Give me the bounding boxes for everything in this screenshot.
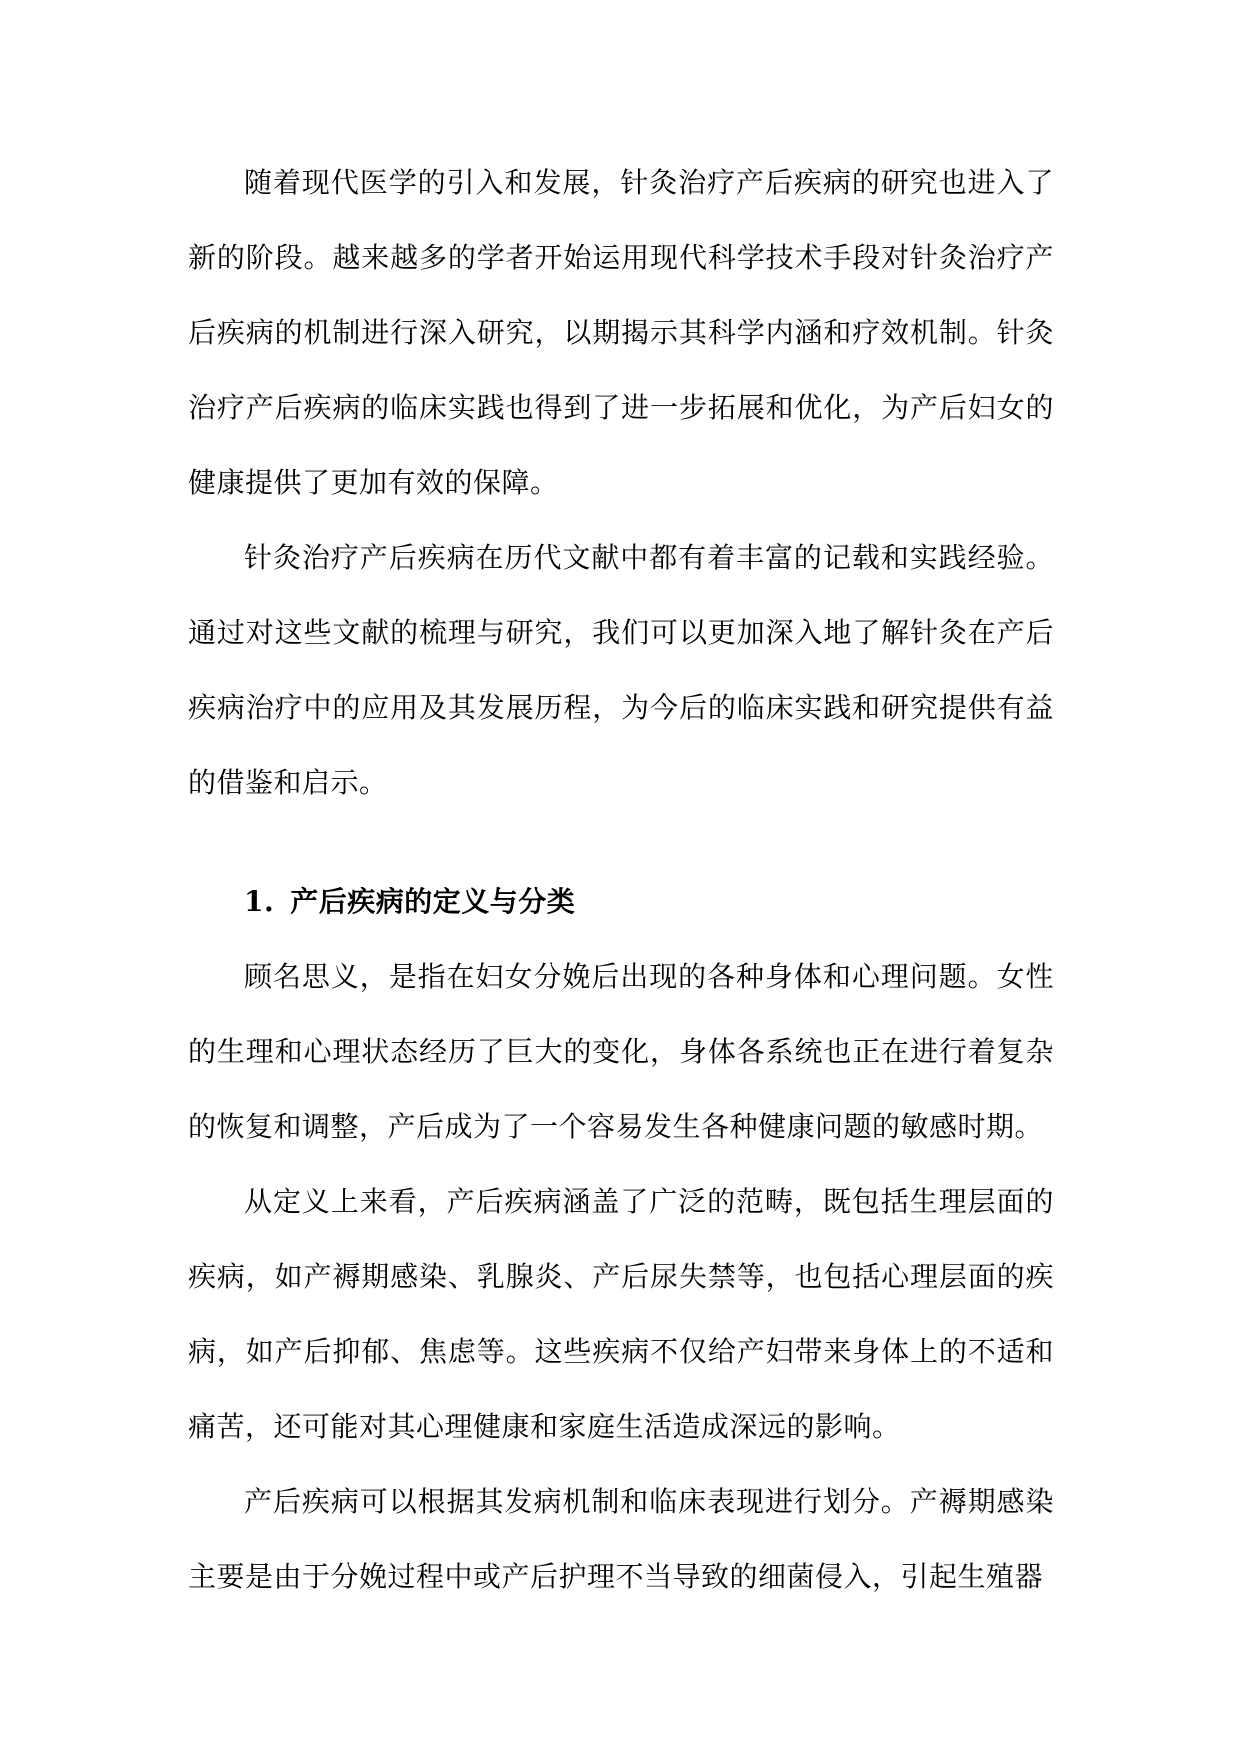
section-number: 1. <box>244 885 275 918</box>
document-body <box>188 145 1054 1614</box>
section-title: 产后疾病的定义与分类 <box>290 885 576 918</box>
paragraph-scope: 从定义上来看，产后疾病涵盖了广泛的范畴，既包括生理层面的疾病，如产褥期感染、乳腺炎、产后尿失禁等，也包括心理层面的疾病，如产后抑郁、焦虑等。这些疾病不仅给产妇带来身体上的不适和痛苦，还可能对其心理健康和家庭生活造成深远的影响。 <box>188 1185 1054 1443</box>
paragraph-modern-research: 随着现代医学的引入和发展，针灸治疗产后疾病的研究也进入了新的阶段。越来越多的学者开始运用现代科学技术手段对针灸治疗产后疾病的机制进行深入研究，以期揭示其科学内涵和疗效机制。针灸治疗产后疾病的临床实践也得到了进一步拓展和优化，为产后妇女的健康提供了更加有效的保障。 <box>188 166 1054 499</box>
paragraph-classification: 产后疾病可以根据其发病机制和临床表现进行划分。产褥期感染主要是由于分娩过程中或产后护理不当导致的细菌侵入，引起生殖器 <box>188 1485 1054 1593</box>
section-heading <box>188 864 1054 939</box>
paragraph-historical-literature: 针灸治疗产后疾病在历代文献中都有着丰富的记载和实践经验。通过对这些文献的梳理与研究，我们可以更加深入地了解针灸在产后疾病治疗中的应用及其发展历程，为今后的临床实践和研究提供有益的借鉴和启示。 <box>188 541 1054 799</box>
paragraph-definition: 顾名思义，是指在妇女分娩后出现的各种身体和心理问题。女性的生理和心理状态经历了巨大的变化，身体各系统也正在进行着复杂的恢复和调整，产后成为了一个容易发生各种健康问题的敏感时期。 <box>188 960 1054 1143</box>
